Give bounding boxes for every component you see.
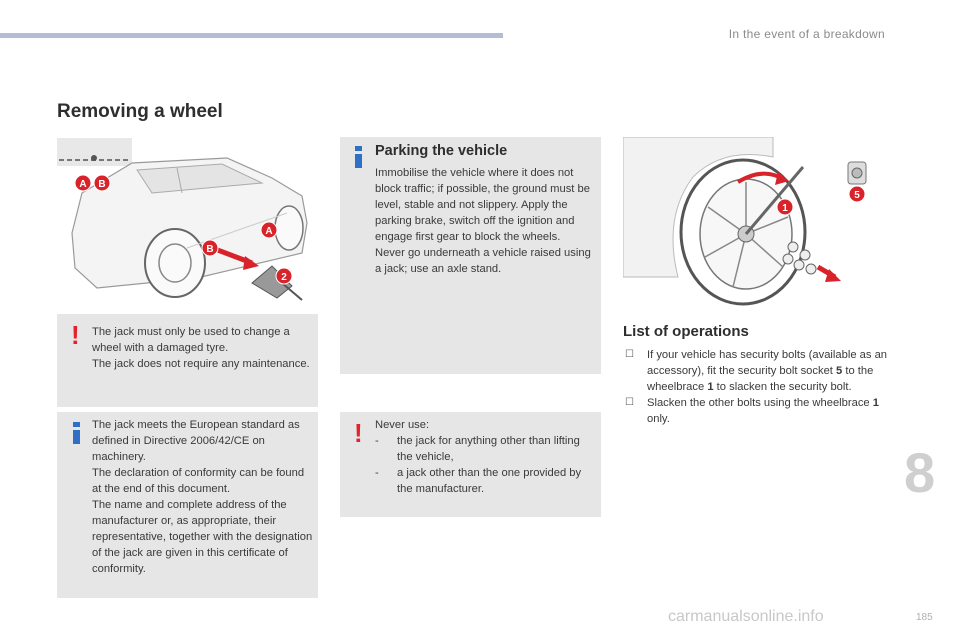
car-jack-illustration xyxy=(57,138,317,308)
chapter-number: 8 xyxy=(904,441,936,504)
callout-a-top: A xyxy=(79,179,87,190)
section-header: In the event of a breakdown xyxy=(728,27,885,41)
parking-heading: Parking the vehicle xyxy=(375,143,508,159)
wheel-illustration xyxy=(623,137,870,307)
never-use-list xyxy=(375,433,597,497)
checkbox-bullet-icon: ☐ xyxy=(625,397,634,408)
callout-a-side: A xyxy=(265,226,273,237)
operations-heading: List of operations xyxy=(623,323,749,340)
callout-5: 5 xyxy=(854,190,860,201)
list-item: ☐ If your vehicle has security bolts (available as an accessory), fit the security bolt socket 5 to the wheelbrace 1 to slacken the security bolt. xyxy=(625,349,888,393)
list-item: - a jack other than the one provided by the manufacturer. xyxy=(375,467,582,495)
jack-info-box xyxy=(57,412,318,598)
jack-info-text xyxy=(92,417,314,577)
never-use-intro: Never use: xyxy=(375,419,430,431)
never-use-text xyxy=(375,417,597,497)
list-item: ☐ Slacken the other bolts using the wheelbrace 1 only. xyxy=(625,397,879,425)
wheel-illustration-svg xyxy=(623,137,870,307)
info-icon xyxy=(355,146,362,168)
parking-paragraph-1: Immobilise the vehicle where it does not block traffic; if possible, the ground must be level, stable and not slippery. Apply the parking brake, switch off the ignition and engage first gear to block the wheels. xyxy=(375,167,590,243)
jack-info-paragraph-1: The jack meets the European standard as defined in Directive 2006/42/CE on machinery. xyxy=(92,419,300,463)
page-number: 185 xyxy=(916,612,933,623)
parking-text xyxy=(375,165,597,277)
warning-icon: ! xyxy=(354,418,363,448)
top-decorative-bar xyxy=(0,33,503,38)
callout-b-top: B xyxy=(98,179,106,190)
jack-info-paragraph-3: The name and complete address of the manufacturer or, as appropriate, their representative, together with the designation of the jack are given in this certificate of conformity. xyxy=(92,499,313,575)
car-illustration-svg xyxy=(57,138,317,308)
operations-section xyxy=(623,347,888,427)
page-title: Removing a wheel xyxy=(57,101,223,122)
callout-1: 1 xyxy=(782,203,788,214)
jack-info-paragraph-2: The declaration of conformity can be found at the end of this document. xyxy=(92,467,305,495)
never-use-box xyxy=(340,412,601,517)
operations-list xyxy=(623,347,888,427)
jack-warning-box xyxy=(57,314,318,407)
callout-2: 2 xyxy=(281,272,287,283)
watermark: carmanualsonline.info xyxy=(668,608,824,625)
checkbox-bullet-icon: ☐ xyxy=(625,349,634,360)
info-icon xyxy=(73,422,80,444)
jack-warning-text xyxy=(92,324,314,372)
jack-warning-line-1: The jack must only be used to change a wheel with a damaged tyre. xyxy=(92,326,290,354)
jack-warning-line-2: The jack does not require any maintenance. xyxy=(92,358,310,370)
list-item: - the jack for anything other than lifting the vehicle, xyxy=(375,435,580,463)
callout-b-side: B xyxy=(206,244,214,255)
warning-icon: ! xyxy=(71,320,80,350)
parking-paragraph-2: Never go underneath a vehicle raised using a jack; use an axle stand. xyxy=(375,247,591,275)
parking-box xyxy=(340,137,601,374)
